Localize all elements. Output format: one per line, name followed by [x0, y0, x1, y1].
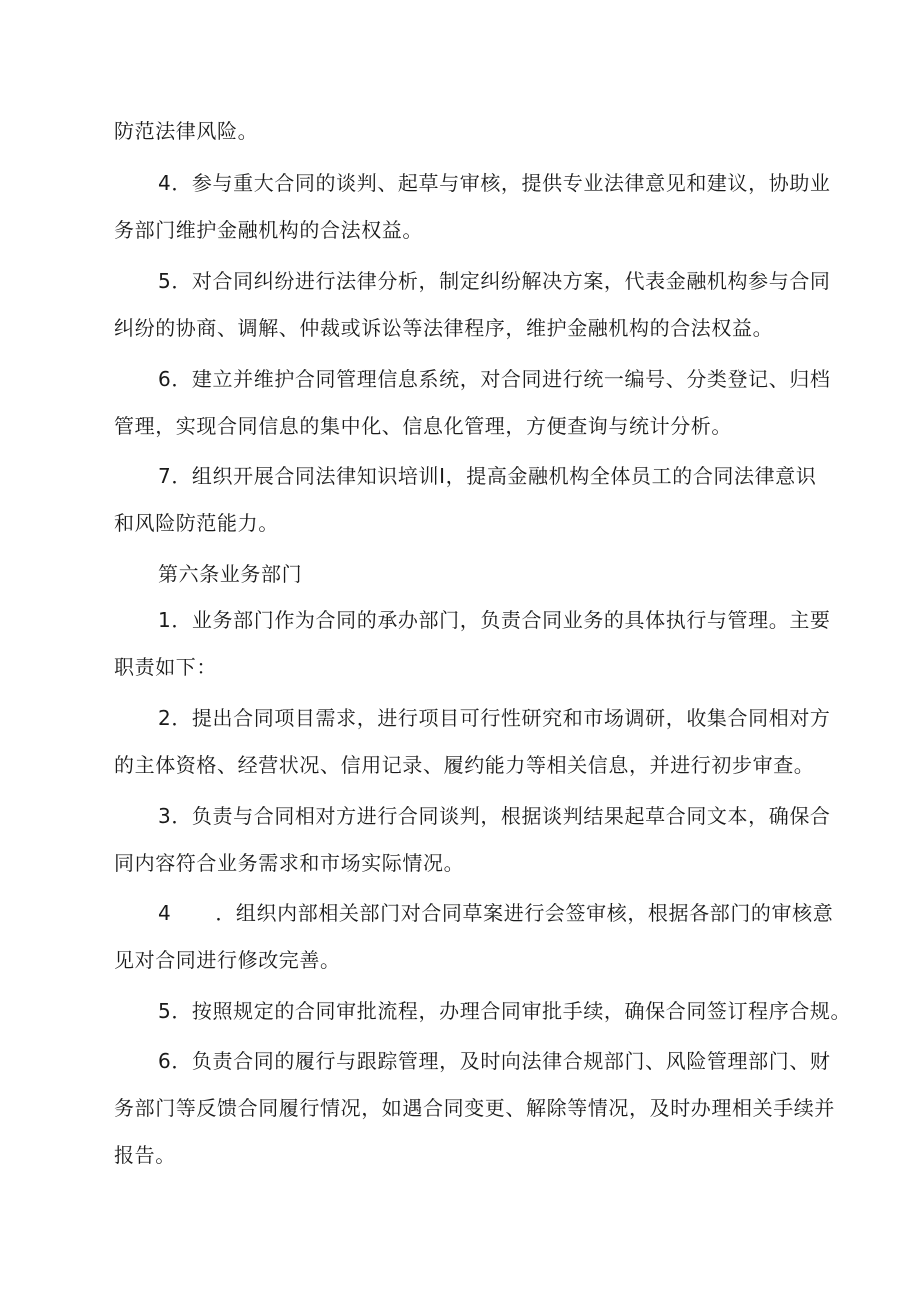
text-line: 务部门维护金融机构的合法权益。	[114, 218, 423, 242]
text-line: 5．对合同纠纷进行法律分析，制定纠纷解决方案，代表金融机构参与合同	[158, 269, 831, 293]
section-heading: 第六条业务部门	[158, 562, 303, 586]
item-text: ．组织内部相关部门对合同草案进行会签审核，根据各部门的审核意	[215, 901, 834, 925]
text-line: 1．业务部门作为合同的承办部门，负责合同业务的具体执行与管理。主要	[158, 608, 831, 632]
text-line: 6．负责合同的履行与跟踪管理，及时向法律合规部门、风险管理部门、财	[158, 1049, 831, 1073]
text-line: 纠纷的协商、调解、仲裁或诉讼等法律程序，维护金融机构的合法权益。	[114, 316, 774, 340]
text-line	[158, 900, 833, 926]
text-line: 6．建立并维护合同管理信息系统，对合同进行统一编号、分类登记、归档	[158, 367, 831, 391]
text-line: 务部门等反馈合同履行情况，如遇合同变更、解除等情况，及时办理相关手续并	[114, 1096, 835, 1120]
text-line: 7．组织开展合同法律知识培训I，提高金融机构全体员工的合同法律意识	[158, 464, 817, 488]
text-line: 和风险防范能力。	[114, 511, 279, 535]
text-line: 职责如下：	[114, 655, 217, 679]
text-line: 3．负责与合同相对方进行合同谈判，根据谈判结果起草合同文本，确保合	[158, 804, 831, 828]
text-line: 同内容符合业务需求和市场实际情况。	[114, 851, 465, 875]
item-number: 4	[158, 901, 172, 925]
text-line: 2．提出合同项目需求，进行项目可行性研究和市场调研，收集合同相对方	[158, 706, 831, 730]
text-line: 5．按照规定的合同审批流程，办理合同审批手续，确保合同签订程序合规。	[158, 999, 852, 1023]
text-line: 防范法律风险。	[114, 119, 259, 143]
text-line: 4．参与重大合同的谈判、起草与审核，提供专业法律意见和建议，协助业	[158, 171, 831, 195]
text-line: 报告。	[114, 1143, 176, 1167]
text-line: 的主体资格、经营状况、信用记录、履约能力等相关信息，并进行初步审查。	[114, 753, 815, 777]
text-line: 见对合同进行修改完善。	[114, 948, 341, 972]
text-line: 管理，实现合同信息的集中化、信息化管理，方便查询与统计分析。	[114, 414, 732, 438]
